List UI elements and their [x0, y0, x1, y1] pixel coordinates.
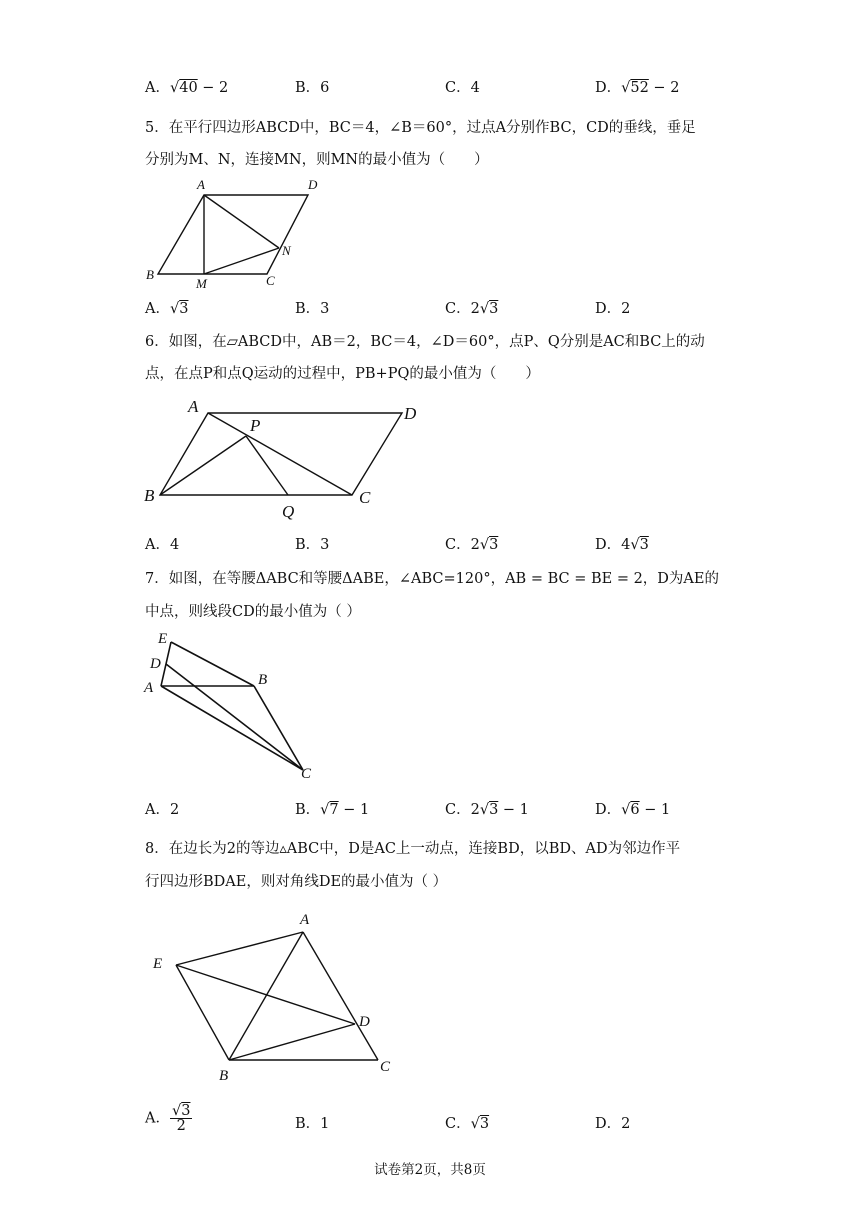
q5-label-m: M [196, 276, 207, 291]
q8-option-b: B．1 [295, 1116, 330, 1132]
q6-option-b: B．3 [295, 537, 330, 553]
q7-question-line-1: 7．如图，在等腰ΔABC和等腰ΔABE，∠ABC=120°，AB = BC = BE = 2，D为AE的 [145, 571, 719, 587]
q8-question-line-2: 行四边形BDAE，则对角线DE的最小值为（ ） [145, 874, 448, 890]
q8-option-a: A． $\frac{√3}{2}$ [145, 1103, 191, 1134]
q5-option-d: D．2 [595, 301, 631, 317]
q7-label-d: D [150, 656, 161, 672]
q6-option-a: A．4 [145, 537, 180, 553]
q6-label-p: P [250, 416, 261, 435]
q8-label-b: B [219, 1068, 229, 1084]
q5-option-b: B．3 [295, 301, 330, 317]
q7-label-c: C [301, 766, 312, 782]
page-footer: 试卷第2页，共8页 [374, 1162, 486, 1178]
q7-question-line-2: 中点，则线段CD的最小值为（ ） [145, 604, 361, 620]
q5-label-b: B [146, 267, 154, 282]
q7-option-b: B．√7 − 1 [295, 802, 370, 818]
q4-option-a: A．√40 − 2 [145, 80, 229, 96]
q6-question-line-2: 点，在点P和点Q运动的过程中，PB+PQ的最小值为（ ） [145, 366, 540, 382]
q6-label-q: Q [282, 502, 295, 521]
q5-parallelogram-figure [140, 175, 318, 291]
q6-label-c: C [359, 488, 371, 507]
q5-option-c: C．2√3 [445, 301, 499, 317]
q8-label-e: E [153, 956, 163, 972]
q5-label-c: C [266, 273, 275, 288]
q5-label-n: N [282, 243, 291, 258]
q8-option-c: C．√3 [445, 1116, 490, 1132]
q6-label-a: A [188, 397, 199, 416]
q7-option-d: D．√6 − 1 [595, 802, 671, 818]
q8-label-d: D [359, 1014, 370, 1030]
q6-label-b: B [144, 486, 155, 505]
q8-question-line-1: 8．在边长为2的等边▵ABC中，D是AC上一动点，连接BD，以BD、AD为邻边作平 [145, 841, 681, 857]
q7-option-c: C．2√3 − 1 [445, 802, 529, 818]
q7-option-a: A．2 [145, 802, 180, 818]
q8-parallelogram-figure [140, 905, 410, 1085]
q7-label-a: A [144, 680, 154, 696]
q5-question-line-2: 分别为M、N，连接MN，则MN的最小值为（ ） [145, 152, 489, 168]
q6-option-d: D．4√3 [595, 537, 649, 553]
q5-label-a: A [197, 177, 205, 192]
q7-label-e: E [158, 631, 168, 647]
q5-label-d: D [308, 177, 318, 192]
q4-option-c: C．4 [445, 80, 480, 96]
q4-option-d: D．√52 − 2 [595, 80, 680, 96]
q4-option-b: B．6 [295, 80, 330, 96]
q6-label-d: D [404, 404, 417, 423]
q8-label-a: A [300, 912, 310, 928]
q7-label-b: B [258, 672, 268, 688]
q5-question-line-1: 5．在平行四边形ABCD中，BC＝4，∠B＝60°，过点A分别作BC，CD的垂线，垂足 [145, 120, 696, 136]
q7-triangles-figure [140, 628, 330, 783]
q6-option-c: C．2√3 [445, 537, 499, 553]
q5-option-a: A．√3 [145, 301, 189, 317]
q6-question-line-1: 6．如图，在▱ABCD中，AB＝2，BC＝4，∠D＝60°，点P、Q分别是AC和BC上的动 [145, 334, 705, 350]
q8-label-c: C [380, 1059, 391, 1075]
q6-parallelogram-figure [140, 395, 430, 525]
q8-option-d: D．2 [595, 1116, 631, 1132]
